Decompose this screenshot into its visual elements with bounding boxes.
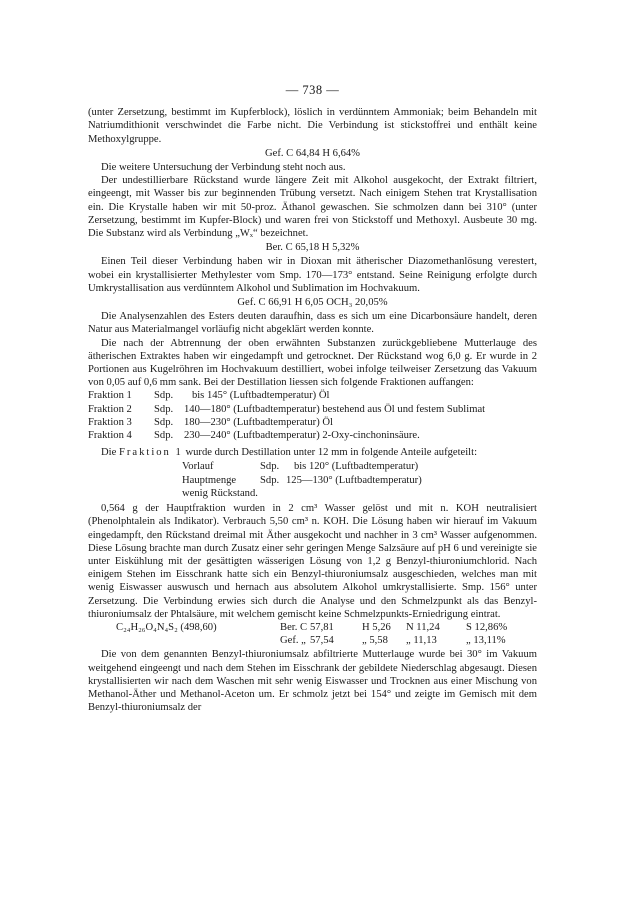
compound-formula: C₂₄H₂₆O₄N₄S₂ (498,60) (116, 621, 217, 633)
spaced-term: Fraktion 1 (118, 447, 183, 459)
paragraph-esterification: Einen Teil dieser Verbindung haben wir in Dioxan mit ätherischer Diazomethanlösung verestert, wobei ein krystallisierter Methylester vom Smp. 170—173° entstand. Seine Reinigung erfolgte durch Umkrystallisation aus verdünntem Alkohol und Sublimation im Hochvakuum. (88, 256, 537, 294)
calc-h: H 5,26 (362, 621, 391, 633)
fraction-sdp: Sdp. (154, 390, 174, 402)
fraction-name: Fraktion 1 (88, 390, 132, 402)
calc-n: N 11,24 (406, 621, 440, 633)
fraction-sdp: Sdp. (154, 430, 174, 442)
portion-name: wenig Rückstand. (182, 487, 258, 499)
fraction-name: Fraktion 3 (88, 416, 132, 428)
page-number: — 738 — (285, 83, 340, 97)
fraction-desc: bis 145° (Luftbadtemperatur) Öl (184, 390, 330, 402)
paragraph-analysis-interpretation: Die Analysenzahlen des Esters deuten daraufhin, dass es sich um eine Dicarbonsäure handelt, deren Natur aus Materialmangel vorläufig nicht abgeklärt werden konnte. (88, 311, 537, 336)
paragraph-continued: (unter Zersetzung, bestimmt im Kupferblock), löslich in verdünntem Ammoniak; beim Behandeln mit Natriumdithionit verschwindet die Farbe nicht. Die Verbindung ist stickstoffrei und enthält keine Methoxylgruppe. (88, 107, 537, 145)
paragraph-main-fraction: 0,564 g der Hauptfraktion wurden in 2 cm³ Wasser gelöst und mit n. KOH neutralisiert (Phenolphtalein als Indikator). Verbrauch 5,50 cm³ n. KOH. Die Lösung haben wir hierauf im Vakuum eingedampft, den Rückstand dreimal mit Äther ausgekocht und nachher in 3 cm³ Wasser aufgenommen. Diese Lösung brachte man durch Zusatz einer sehr geringen Menge Salzsäure auf pH 6 und vereinigte sie unter Eiskühlung mit der gesättigten wässerigen Lösung von 1,2 g Benzyl-thiuroniumchlorid. Nach einigem Stehen im Eisschrank hatte sich ein Benzyl-thiuroniumsalz ausgeschieden, welches man mit wenig Eiswasser auswusch und hernach aus absolutem Alkohol umkrystallisierte. Smp. 156° unter Zersetzung. Die Verbindung erwies sich durch die Analyse und den Schmelzpunkt als das Benzyl-thiuroniumsalz der Phtalsäure, mit welchem gemischt keine Schmelzpunkts-Erniedrigung eintrat. (88, 503, 537, 620)
portion-sdp (260, 487, 286, 500)
fraction-desc: 140—180° (Luftbadtemperatur) bestehend aus Öl und festem Sublimat (184, 403, 486, 415)
portion-name: Hauptmenge (182, 474, 237, 486)
paper-page (88, 84, 537, 714)
portion-name: Vorlauf (182, 461, 214, 473)
calc-label: Ber. C (280, 621, 308, 633)
fraction-name: Fraktion 2 (88, 403, 132, 415)
found-n: „ 11,13 (406, 635, 437, 647)
paragraph-further-study: Die weitere Untersuchung der Verbindung steht noch aus. (101, 162, 346, 174)
portion-sdp: Sdp. (260, 474, 280, 486)
fraction-desc: 230—240° (Luftbadtemperatur) 2-Oxy-cinchoninsäure. (184, 430, 420, 442)
fraction-desc: 180—230° (Luftbadtemperatur) Öl (184, 416, 333, 428)
portions-table (182, 460, 537, 500)
fraction-name: Fraktion 4 (88, 430, 132, 442)
lead-word: Die (101, 447, 117, 459)
found-c: 57,54 (310, 635, 334, 647)
found-h: „ 5,58 (362, 635, 388, 647)
analysis-found-1: Gef. C 64,84 H 6,64% (264, 147, 361, 159)
calc-c: 57,81 (310, 621, 334, 633)
found-label: Gef. „ (280, 635, 306, 647)
portion-desc: 125—130° (Luftbadtemperatur) (286, 474, 422, 486)
paragraph-filtrate: Die von dem genannten Benzyl-thiuroniumsalz abfiltrierte Mutterlauge wurde bei 30° im Vakuum weitgehend eingeengt und nach dem Stehen im Eisschrank der gebildete Niederschlag abgesaugt. Diesen krystallisierten wir nach dem Waschen mit sehr wenig Eiswasser und Trocknen aus einer Mischung von Methanol-Äther und Methanol-Aceton um. Er schmolz jetzt bei 154° und zeigte im Gemisch mit dem Benzyl-thiuroniumsalz der (88, 649, 537, 714)
elemental-analysis (116, 621, 537, 647)
fraction-sdp: Sdp. (154, 403, 174, 415)
fractions-table (88, 389, 537, 442)
analysis-calculated-1: Ber. C 65,18 H 5,32% (265, 242, 360, 254)
calc-s: S 12,86% (466, 621, 508, 633)
portion-desc: bis 120° (Luftbadtemperatur) (286, 461, 419, 473)
portion-sdp: Sdp. (260, 461, 280, 473)
paragraph-residue: Der undestillierbare Rückstand wurde längere Zeit mit Alkohol ausgekocht, der Extrakt filtriert, eingeengt, mit Wasser bis zur beginnenden Trübung versetzt. Nach einigem Stehen trat Krystallisation ein. Die Krystalle haben wir mit 50-proz. Äthanol gewaschen. Sie schmolzen dann bei 310° (unter Zersetzung, bestimmt im Kupfer-Block) und waren frei von Stickstoff und Methoxyl. Ausbeute 30 mg. Die Substanz wird als Verbindung „Wₓ“ bezeichnet. (88, 175, 537, 240)
analysis-found-2: Gef. C 66,91 H 6,05 OCH₃ 20,05% (237, 297, 388, 309)
paragraph-mother-liquor: Die nach der Abtrennung der oben erwähnten Substanzen zurückgebliebene Mutterlauge des ätherischen Extraktes haben wir eingedampft und getrocknet. Der Rückstand wog 6,0 g. Er wurde in 2 Portionen aus Kugelröhren im Hochvakuum destilliert, wobei infolge teilweiser Zersetzung das Vakuum von 0,05 auf 0,6 mm sank. Bei der Destillation liessen sich folgende Fraktionen auffangen: (88, 337, 537, 389)
paragraph-rest: wurde durch Destillation unter 12 mm in folgende Anteile aufgeteilt: (185, 447, 478, 459)
portion-desc (286, 487, 537, 500)
paragraph-fraction-1 (88, 446, 537, 459)
fraction-sdp: Sdp. (154, 416, 174, 428)
found-s: „ 13,11% (466, 635, 506, 647)
